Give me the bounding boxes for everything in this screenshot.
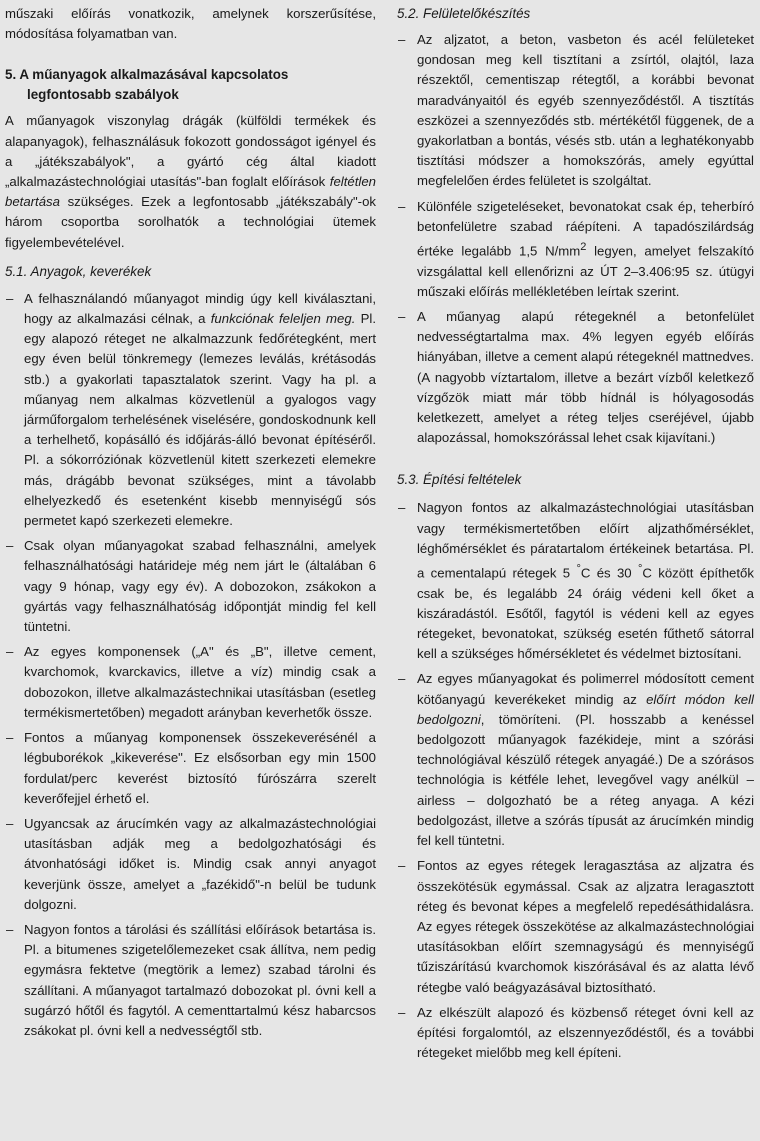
- section-5-1-list: [5, 289, 376, 1041]
- text-run: Az egyes műanyagokat és polimerrel módosított cement kötőanyagú keverékeket mindig az: [417, 671, 754, 707]
- list-item: – Az egyes komponensek („A" és „B", illetve cement, kvarchomok, kvarckavics, illetve a víz) mindig csak a dobozokon, illetve alkalmazástechnikai utasításban (esetleg termékismertetőben) megadott arányban keverhetők össze.: [5, 642, 376, 723]
- list-item: [397, 197, 754, 302]
- text-run: szükséges. Ezek a legfontosabb „játékszabály"-ok három csoportba sorolhatók a technológiai ütemek figyelembevételével.: [5, 194, 376, 250]
- list-item: – Fontos az egyes rétegek leragasztása az aljzatra és összekötésük egymással. Csak az aljzatra leragasztott réteg és bevonat képes a megfelelő repedésáthidalásra. Az egyes rétegek összekötése az alkalmazástechnológiai utasításokban előírt szemnagyságú és mennyiségű tűziszárítású kvarchomok kiszórásával és az alatta lévő rétegbe való beágyazásával biztosítható.: [397, 856, 754, 997]
- section-5-1-heading: 5.1. Anyagok, keverékek: [5, 263, 152, 279]
- list-item: – Az aljzatot, a beton, vasbeton és acél felületeket gondosan meg kell tisztítani a zsírtól, olajtól, laza részektől, cementiszap rétegtől, a korábbi bevonat maradványaitól és egyéb szennyeződéstől. A tisztítás eszközei a szennyeződés stb. mértékétől függenek, de a gyakorlatban a bontás, vésés stb. után a leghatékonyabb tisztítási módszer a homokszórás, amely egyúttal megfelelően érdes felületet is szolgáltat.: [397, 30, 754, 192]
- section-5-heading: 5. A műanyagok alkalmazásával kapcsolatos legfontosabb szabályok: [5, 67, 289, 102]
- section-5-paragraph: [5, 111, 376, 252]
- list-item: – Nagyon fontos a tárolási és szállítási előírások betartása is. Pl. a bitumenes szigetelőlemezeket csak állítva, nem pedig egymásra fektetve (megtörik a lemez) szabad tárolni és szállítani. A műanyagot tartalmazó dobozokat pl. óvni kell a sugárzó hőtől és fagytól. A cementtartalmú kész habarcsos zsákokat pl. óvni kell a nedvességtől stb.: [5, 920, 376, 1041]
- text-run: C között építhetők csak be, és legalább 24 óráig védeni kell őket a kiszáradástól. Esőtől, fagytól is védeni kell az egyes rétegeket, bevonatokat, szükség esetén fűthető sátorral kell a szükséges hőmérsékletet és védelmet biztosítani.: [417, 565, 754, 662]
- section-5-2-heading: 5.2. Felületelőkészítés: [397, 6, 531, 21]
- text-run: A felhasználandó műanyagot mindig úgy kell kiválasztani, hogy az alkalmazási célnak, a: [24, 290, 376, 327]
- section-5-3-list: [397, 498, 754, 1063]
- text-run: C és 30: [580, 565, 638, 581]
- text-run: , tömöríteni. (Pl. hosszabb a kenéssel bedolgozott műanyagok fazékideje, mint a szórási technológiával készülő rétegek anyagáé.) De a szórásos technológia is kétféle lehet, levegővel vagy anélkül – airless – dolgozható be a réteg anyaga. A kézi bedolgozást, illetve a szórás típusát az árucímkén mindig fel kell tüntetni.: [417, 711, 754, 849]
- emphasis-text: előírt módon kell bedolgozni: [417, 691, 754, 727]
- degree-sign: °: [576, 563, 581, 576]
- emphasis-text: feltétlen betartása: [5, 174, 376, 210]
- text-run: Pl. egy alapozó réteget ne alkalmazzunk fedőrétegként, mert egy éven belül tönkremegy (lemezes leválás, krétásodás stb.) a gyakorlati tapasztalatok szerint. Vagy ha pl. a műanyag nem alkalmas közvetlenül a gyalogos vagy járműforgalom terhelésének viselésére, gondoskodnunk kell a terhelhető, kopásálló és időjárás-álló bevonat építéséről. Pl. a sókorróziónak közvetlenül kitett szerkezeti elemekre más, drágább bevonat szükséges, mint a távolabb elhelyezkedő és esetenként kisebb mennyiségű sós permetet kapó szerkezeti elemekre.: [24, 311, 377, 529]
- list-item: – Az elkészült alapozó és közbenső réteget óvni kell az építési forgalomtól, az elszennyeződéstől, és a további rétegeket mielőbb meg kell építeni.: [397, 1003, 754, 1064]
- list-item: [5, 289, 376, 531]
- text-run: A műanyagok viszonylag drágák (külföldi termékek és alapanyagok), felhasználásuk fokozott gondosságot igényel és a „játékszabályok", a gyártó cég által kiadott „alkalmazástechnológiai utasítás"-ban foglalt előírások: [5, 113, 376, 190]
- degree-sign: °: [637, 563, 643, 576]
- text-run: Különféle szigeteléseket, bevonatokat csak ép, teherbíró betonfelületre szabad ráépíteni. A tapadószilárdság értéke legalább 1,5 N/mm: [417, 198, 754, 259]
- list-item: – Csak olyan műanyagokat szabad felhasználni, amelyek felhasználhatósági határideje még nem járt le (általában 6 vagy 9 hónap, vagy egy év). A dobozokon, zsákokon a gyártás vagy felhasználhatóság időpontját mindig fel kell tüntetni.: [5, 536, 376, 637]
- intro-paragraph: műszaki előírás vonatkozik, amelynek korszerűsítése, módosítása folyamatban van.: [5, 6, 376, 42]
- superscript: 2: [580, 241, 587, 254]
- emphasis-text: funkciónak feleljen meg.: [210, 311, 356, 327]
- left-column: [5, 4, 376, 1046]
- section-5-2-list: [397, 30, 754, 448]
- list-item: [397, 669, 754, 851]
- text-run: legyen, amelyet felszakító vizsgálattal kell ellenőrizni az ÚT 2–3.406:95 sz. útügyi műszaki előírás mellékletében leírtak szerint.: [417, 243, 754, 299]
- list-item: – Fontos a műanyag komponensek összekeverésénél a légbuborékok „kikeverése". Ez elsősorban egy min 1500 fordulat/perc keverést biztosító fúrószárra szerelt keverőfejjel érhető el.: [5, 728, 376, 809]
- section-5-3-heading: 5.3. Építési feltételek: [397, 472, 522, 488]
- list-item: [397, 498, 754, 664]
- right-column: [397, 4, 754, 1068]
- text-run: Nagyon fontos az alkalmazástechnológiai utasításban vagy termékismertetőben előírt aljzathőmérséklet, léghőmérséklet és páratartalom értékeinek betartása. Pl. a cementalapú rétegek 5: [417, 500, 754, 581]
- list-item: – A műanyag alapú rétegeknél a betonfelület nedvességtartalma max. 4% legyen egyéb előírás hiányában, illetve a cement alapú rétegeknél mattnedves. (A nagyobb víztartalom, illetve a bezárt vízből keletkező vízgőzök miatt már több hídnál is hólyagosodás keletkezett, amelyet a réteg teljes cseréjével, újabb alapozással, homokszórással lehet csak kijavítani.): [397, 307, 754, 448]
- list-item: – Ugyancsak az árucímkén vagy az alkalmazástechnológiai utasításban adják meg a bedolgozhatósági és átvonhatósági időket is. Mindig csak annyi anyagot keverjünk össze, amelyet a „fazékidő"-n belül be tudunk dolgozni.: [5, 814, 376, 915]
